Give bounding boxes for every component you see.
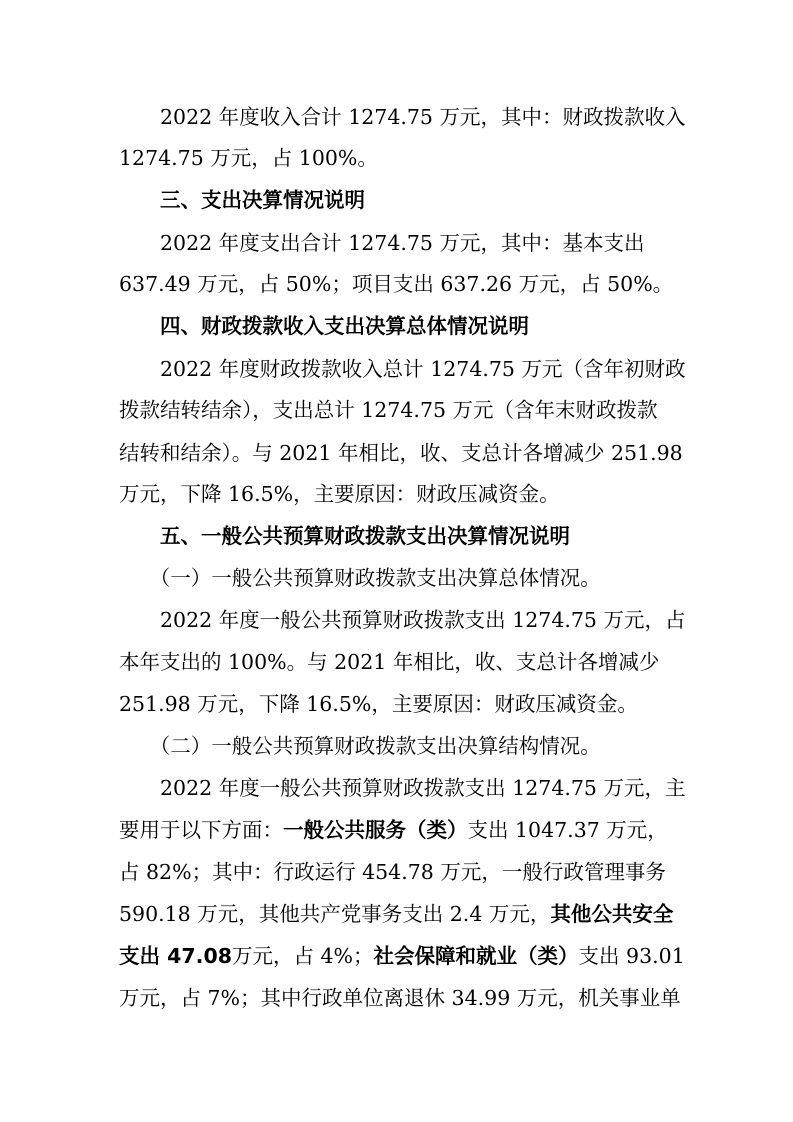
bold-text-run: 支出 47.08 [119, 944, 232, 968]
bold-text-run: 其他公共安全 [550, 902, 674, 926]
paragraph-line: 结转和结余）。与 2021 年相比，收、支总计各增减少 251.98 [119, 441, 683, 465]
section-heading: 三、支出决算情况说明 [119, 188, 365, 212]
paragraph-line: 1274.75 万元，占 100%。 [119, 146, 378, 170]
section-heading: 四、财政拨款收入支出决算总体情况说明 [119, 314, 529, 338]
paragraph-line: 637.49 万元，占 50%；项目支出 637.26 万元，占 50%。 [119, 272, 674, 296]
paragraph-line [119, 946, 685, 967]
subsection-heading: （二）一般公共预算财政拨款支出决算结构情况。 [119, 734, 601, 758]
subsection-heading: （一）一般公共预算财政拨款支出决算总体情况。 [119, 566, 601, 590]
section-heading: 五、一般公共预算财政拨款支出决算情况说明 [119, 524, 570, 548]
paragraph-line: 2022 年度财政拨款收入总计 1274.75 万元（含年初财政 [119, 357, 686, 381]
text-run: 万元，占 4%； [231, 944, 374, 968]
paragraph-line: 2022 年度一般公共预算财政拨款支出 1274.75 万元，占 [119, 608, 686, 632]
paragraph-line: 占 82%；其中：行政运行 454.78 万元，一般行政管理事务 [119, 860, 666, 884]
text-run: 支出 93.01 [578, 944, 685, 968]
paragraph-line: 2022 年度收入合计 1274.75 万元，其中：财政拨款收入 [119, 105, 686, 129]
paragraph-line: 拨款结转结余），支出总计 1274.75 万元（含年末财政拨款 [119, 398, 658, 422]
paragraph-line [119, 820, 668, 841]
text-run: 要用于以下方面： [119, 818, 283, 842]
paragraph-line: 2022 年度支出合计 1274.75 万元，其中：基本支出 [119, 231, 645, 255]
paragraph-line [119, 904, 673, 925]
bold-text-run: 社会保障和就业（类） [373, 944, 579, 968]
text-run: 支出 1047.37 万元， [467, 818, 668, 842]
text-run: 590.18 万元，其他共产党事务支出 2.4 万元， [119, 902, 551, 926]
paragraph-line: 2022 年度一般公共预算财政拨款支出 1274.75 万元，主 [119, 776, 686, 800]
bold-text-run: 一般公共服务（类） [283, 818, 468, 842]
paragraph-line: 251.98 万元，下降 16.5%，主要原因：财政压减资金。 [119, 692, 638, 716]
paragraph-line: 本年支出的 100%。与 2021 年相比，收、支总计各增减少 [119, 650, 660, 674]
paragraph-line: 万元，下降 16.5%，主要原因：财政压减资金。 [119, 482, 560, 506]
paragraph-line: 万元，占 7%；其中行政单位离退休 34.99 万元，机关事业单 [119, 986, 681, 1010]
